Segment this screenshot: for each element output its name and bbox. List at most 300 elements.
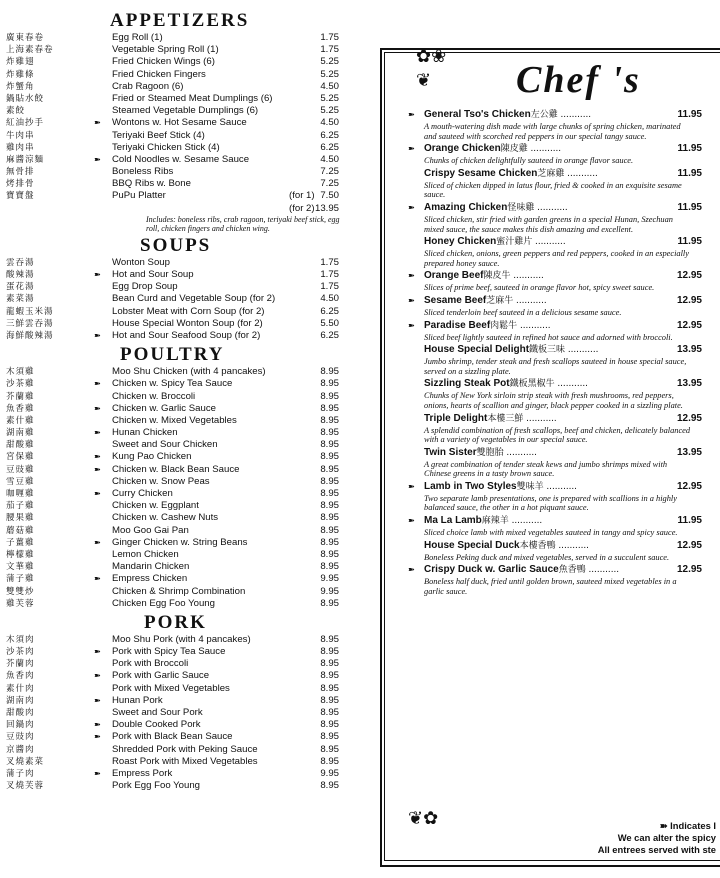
chef-dish-price: 11.95 (675, 142, 702, 156)
dish-price: 8.95 (320, 524, 339, 536)
chef-dish-description: Chunks of chicken delightfully sauteed in orange flavor sauce. (424, 156, 634, 166)
spicy-marker-icon: ➽ (94, 428, 101, 438)
menu-item-row (4, 203, 344, 215)
chef-dish-price: 12.95 (674, 269, 702, 283)
dish-name: Chicken w. Broccoli (112, 390, 196, 402)
chinese-name: 素餃 (6, 106, 26, 117)
spicy-marker-icon: ➽ (94, 118, 101, 128)
menu-item-row (4, 525, 344, 537)
dish-price: 1.75 (320, 281, 339, 293)
menu-item-row (4, 634, 344, 646)
leader-dots: ........... (554, 378, 588, 390)
menu-item-row (4, 451, 344, 463)
dish-name: BBQ Ribs w. Bone (112, 178, 191, 190)
chef-dish-description: Boneless Peking duck and mixed vegetables, served in a succulent sauce. (424, 552, 670, 562)
dish-name: Pork with Garlic Sauce (112, 670, 210, 682)
chef-dish-header (408, 563, 702, 577)
dish-name: Pork with Broccoli (112, 658, 189, 670)
chef-dish-title (424, 480, 577, 494)
dish-name: Chicken & Shrimp Combination (112, 585, 246, 597)
chef-dish (424, 446, 702, 479)
chinese-name: 雲吞湯 (6, 257, 35, 268)
chinese-name: 沙茶肉 (6, 647, 35, 658)
dish-price: 8.95 (320, 658, 339, 670)
menu-item-row (4, 190, 344, 202)
menu-item-row (4, 719, 344, 731)
dish-price: 8.95 (320, 500, 339, 512)
chinese-name: 豆豉雞 (6, 464, 35, 475)
chinese-name: 廣東春卷 (6, 33, 45, 43)
chinese-name: 麻醬涼麵 (6, 154, 45, 165)
menu-item-row (4, 695, 344, 707)
dish-name: Chicken w. Mixed Vegetables (112, 414, 237, 426)
chinese-name: 木須雞 (6, 367, 35, 378)
menu-item-row (4, 780, 344, 792)
chinese-name: 甜酸雞 (6, 440, 35, 451)
spicy-marker-icon: ➽ (94, 464, 101, 474)
chinese-name: 蒲子雞 (6, 574, 35, 585)
chinese-name: 湖南雞 (6, 428, 35, 439)
flower-ornament-icon: ❦ (416, 70, 432, 90)
chef-dish-chinese-name: 肉鬆牛 (490, 320, 518, 331)
chinese-name: 魚香肉 (6, 671, 35, 682)
chef-dish-title (424, 343, 598, 357)
spicy-marker-icon: ➽ (94, 695, 101, 705)
dish-name: Pork with Mixed Vegetables (112, 682, 230, 694)
dish-price: 5.25 (320, 105, 339, 117)
chef-dish-name: Sizzling Steak Pot (424, 378, 510, 390)
chef-dish-header (424, 343, 702, 357)
dish-price: 6.25 (320, 141, 339, 153)
dish-price: 7.25 (320, 178, 339, 190)
chinese-name: 腰果雞 (6, 513, 35, 524)
chef-dish-price: 12.95 (674, 563, 702, 577)
chef-dish-name: Ma La Lamb (424, 515, 482, 527)
chinese-name: 炸雞翅 (6, 57, 35, 68)
chef-dish-title (424, 563, 619, 577)
dish-name: Chicken w. Eggplant (112, 500, 199, 512)
dish-name: Bean Curd and Vegetable Soup (for 2) (112, 293, 276, 305)
chinese-name: 咖喱雞 (6, 489, 35, 499)
chinese-name: 子薑雞 (6, 537, 35, 548)
spicy-marker-icon: ➽ (94, 330, 101, 340)
menu-item-row (4, 756, 344, 768)
menu-item-row (4, 537, 344, 549)
dish-price: 8.95 (320, 536, 339, 548)
dish-price: 8.95 (320, 427, 339, 439)
pork-list (4, 634, 344, 792)
dish-price: 1.75 (320, 269, 339, 280)
chinese-name: 雞芙蓉 (6, 598, 35, 609)
footer-line-3: All entrees served with ste (597, 844, 716, 855)
chef-dish-chinese-name: 麻辣羊 (481, 516, 509, 527)
dish-name: Roast Pork with Mixed Vegetables (112, 755, 258, 767)
dish-name: Lemon Chicken (112, 548, 179, 560)
panel-footer (560, 820, 716, 856)
chef-dish (408, 269, 702, 293)
soups-title: SOUPS (140, 234, 212, 256)
spicy-marker-icon: ➽ (94, 489, 101, 498)
chinese-name: 雪豆雞 (6, 476, 35, 487)
footer-line-2: We can alter the spicy (617, 832, 716, 843)
menu-item-row (4, 154, 344, 166)
menu-item-row (4, 488, 344, 500)
soups-list (4, 257, 344, 342)
dish-price: 8.95 (320, 707, 339, 718)
menu-item-row (4, 69, 344, 81)
chef-dish (424, 539, 702, 563)
chef-dish-header (408, 269, 702, 283)
dish-price: 5.50 (320, 317, 339, 329)
spicy-marker-icon: ➽ (408, 110, 415, 119)
chef-dish-description: Jumbo shrimp, tender steak and fresh scallops sauteed in house special sauce, served on a sizzling plate. (424, 357, 687, 376)
chinese-name: 豆豉肉 (6, 732, 35, 743)
spicy-marker-icon: ➽ (408, 320, 415, 330)
chinese-name: 蒲子肉 (6, 768, 35, 779)
chinese-name: 蛋花湯 (6, 282, 35, 293)
menu-item-row (4, 130, 344, 142)
chinese-name: 湖南肉 (6, 695, 35, 706)
chef-dish-name: Orange Chicken (424, 143, 501, 155)
chef-dish-price: 12.95 (674, 480, 702, 494)
spicy-marker-icon: ➽ (94, 270, 101, 279)
chef-dish-description: Sliced beef lightly sauteed in refined hot sauce and adorned with broccoli. (424, 332, 673, 342)
dish-name: Chicken w. Snow Peas (112, 475, 210, 487)
menu-item-row (4, 731, 344, 743)
chinese-name: 三鮮雲吞湯 (6, 318, 54, 329)
chef-dish-name: House Special Duck (424, 539, 520, 551)
poultry-title: POULTRY (120, 344, 225, 366)
spicy-marker-icon: ➽ (94, 647, 101, 657)
chef-dish (424, 377, 702, 410)
menu-item-row (4, 306, 344, 318)
chinese-name: 海鮮酸辣湯 (6, 330, 54, 341)
chinese-name: 回鍋肉 (6, 720, 35, 731)
menu-item-row (4, 670, 344, 682)
chef-dish-header (424, 446, 702, 460)
menu-item-row (4, 707, 344, 719)
dish-price: 13.95 (314, 202, 339, 214)
menu-item-row (4, 293, 344, 305)
chinese-name: 素什肉 (6, 683, 35, 694)
menu-item-row (4, 32, 344, 44)
menu-item-row (4, 166, 344, 178)
chinese-name: 茄子雞 (6, 501, 35, 512)
chef-dish-title (424, 167, 598, 181)
chef-dish-price: 12.95 (674, 539, 702, 553)
leader-dots: ........... (503, 446, 537, 458)
dish-name: Kung Pao Chicken (112, 451, 192, 463)
dish-name: Curry Chicken (112, 488, 173, 499)
chef-dish-price: 13.95 (674, 343, 702, 357)
dish-name: Moo Shu Chicken (with 4 pancakes) (112, 366, 266, 378)
flower-ornament-icon: ✿❀ (416, 46, 447, 66)
chef-dish-title (424, 269, 544, 283)
chinese-name: 寶寶盤 (6, 191, 35, 202)
pupu-platter-note: Includes: boneless ribs, crab ragoon, teriyaki beef stick, egg roll, chicken fingers and chicken wing. (146, 214, 340, 233)
menu-item-row (4, 56, 344, 68)
dish-price: 8.95 (320, 378, 339, 390)
dish-name: Hot and Sour Soup (112, 269, 194, 280)
dish-name: Crab Ragoon (6) (112, 80, 184, 92)
leader-dots: ........... (565, 344, 599, 356)
chef-dish-price: 12.95 (674, 319, 702, 333)
menu-item-row (4, 427, 344, 439)
chinese-name: 魚香雞 (6, 403, 35, 414)
dish-name: Hunan Pork (112, 694, 163, 706)
menu-item-row (4, 378, 344, 390)
chef-dish (408, 294, 702, 318)
appetizers-title: APPETIZERS (110, 10, 250, 31)
menu-item-row (4, 573, 344, 585)
dish-price: 6.25 (320, 129, 339, 141)
chef-dish-title (424, 108, 591, 122)
chef-dish-description: Sliced of chicken dipped in latus flour, fried & cooked in an exquisite sesame sauce. (424, 180, 682, 200)
flower-ornament-icon: ❦✿ (408, 808, 439, 828)
chef-dish-description: Sliced chicken, onions, green peppers and red peppers, cooked in an especially prepared honey sauce. (424, 249, 689, 268)
chef-dish (408, 108, 702, 141)
chef-dish-title (424, 142, 561, 156)
left-menu-column (4, 10, 344, 876)
dish-name: Mandarin Chicken (112, 561, 190, 573)
dish-price: 1.75 (320, 44, 339, 56)
chinese-name: 素什雞 (6, 415, 35, 426)
chef-dish-title (424, 319, 551, 333)
dish-price: 5.25 (320, 68, 339, 80)
chinese-name: 叉燒素菜 (6, 756, 45, 767)
chef-dish-title (424, 294, 547, 308)
dish-name: Pork Egg Foo Young (112, 780, 201, 792)
portion-label: (for 1) (289, 190, 315, 202)
leader-dots: ........... (532, 236, 566, 248)
chef-dish-name: Twin Sister (424, 446, 477, 458)
chef-dish-description: Chunks of New York sirloin strip steak with fresh mushrooms, red peppers, onions, hearts of scallion and ginger, black pepper cooked in a sizzling plate. (424, 391, 683, 410)
chefs-title: Chef 's (516, 59, 641, 101)
spicy-marker-icon: ➽ (94, 720, 101, 730)
dish-price: 8.95 (320, 561, 339, 573)
dish-price: 8.95 (320, 743, 339, 755)
chinese-name: 雙雙炒 (6, 586, 35, 597)
chef-dish-name: Orange Beef (424, 270, 484, 282)
chef-dishes-list (408, 108, 702, 597)
chef-dish-name: Sesame Beef (424, 294, 487, 306)
footer-line-1: ➽ Indicates I (659, 820, 716, 831)
spicy-marker-icon: ➽ (94, 671, 101, 681)
dish-name: PuPu Platter (112, 190, 166, 202)
menu-item-row (4, 683, 344, 695)
chef-dish-header (408, 142, 702, 156)
chef-dish-header (424, 167, 702, 181)
dish-price: 8.95 (320, 512, 339, 524)
menu-item-row (4, 415, 344, 427)
chinese-name: 木須肉 (6, 634, 35, 645)
menu-item-row (4, 366, 344, 378)
chinese-name: 雞肉串 (6, 142, 35, 153)
dish-price: 8.95 (320, 719, 339, 731)
leader-dots: ........... (527, 143, 562, 155)
chef-dish (408, 201, 702, 234)
dish-price: 4.50 (320, 117, 339, 129)
dish-price: 8.95 (320, 414, 339, 426)
spicy-marker-icon: ➽ (94, 732, 101, 742)
leader-dots: ........... (517, 319, 551, 331)
dish-price: 6.25 (320, 329, 339, 341)
spicy-marker-icon: ➽ (94, 537, 101, 547)
spicy-marker-icon: ➽ (408, 295, 415, 305)
dish-name: Egg Drop Soup (112, 281, 178, 293)
chef-dish-description: Sliced chicken, stir fried with garden greens in a special Hunan, Szechuan mixed sauce, the sauce makes this dish amazing and excellent. (424, 214, 673, 234)
dish-price: 8.95 (320, 402, 339, 414)
dish-price: 1.75 (320, 32, 339, 43)
chef-dish-header (408, 514, 702, 528)
menu-item-row (4, 178, 344, 190)
dish-price: 7.50 (320, 190, 339, 202)
menu-item-row (4, 117, 344, 129)
chef-dish-description: Slices of prime beef, sauteed in orange flavor hot, spicy sweet sauce. (424, 283, 655, 293)
spicy-marker-icon: ➽ (408, 144, 415, 154)
chef-dish (408, 319, 702, 343)
chef-dish-chinese-name: 怪味雞 (507, 202, 535, 213)
chef-dish-chinese-name: 本樓香鴨 (519, 540, 556, 551)
dish-name: Chicken w. Black Bean Sauce (112, 463, 240, 475)
dish-price: 9.95 (320, 585, 339, 597)
dish-price: 8.95 (320, 694, 339, 706)
menu-item-row (4, 512, 344, 524)
dish-name: Double Cooked Pork (112, 719, 201, 731)
chef-dish-name: Crispy Sesame Chicken (424, 167, 538, 179)
menu-item-row (4, 464, 344, 476)
chef-dish-name: Paradise Beef (424, 319, 491, 331)
dish-price: 8.95 (320, 670, 339, 682)
chef-dish-description: Two separate lamb presentations, one is prepared with scallions in a highly balanced sauce, the other in a hot piquant sauce. (424, 493, 677, 513)
chef-dish-price: 13.95 (674, 446, 702, 460)
appetizers-list (4, 32, 344, 215)
chinese-name: 烤排骨 (6, 179, 35, 190)
chef-dish-header (424, 377, 702, 391)
spicy-marker-icon: ➽ (408, 516, 415, 526)
chef-dish-chinese-name: 本樓三鮮 (487, 413, 524, 424)
spicy-marker-icon: ➽ (408, 202, 415, 212)
dish-price: 8.95 (320, 780, 339, 792)
menu-item-row (4, 93, 344, 105)
chinese-name: 文華雞 (6, 562, 35, 573)
dish-name: Teriyaki Beef Stick (4) (112, 129, 205, 141)
dish-name: Chicken w. Garlic Sauce (112, 402, 216, 414)
chef-dish-title (424, 201, 568, 215)
dish-name: Shredded Pork with Peking Sauce (112, 743, 258, 755)
chef-dish-name: Amazing Chicken (424, 201, 508, 213)
chef-dish-header (408, 319, 702, 333)
menu-item-row (4, 318, 344, 330)
dish-price: 8.95 (320, 451, 339, 463)
chef-dish-price: 11.95 (675, 167, 702, 181)
dish-name: Chicken w. Cashew Nuts (112, 512, 219, 524)
chinese-name: 無骨排 (6, 167, 35, 178)
chef-dish-chinese-name: 蜜汁雞片 (496, 237, 533, 248)
dish-name: Pork with Black Bean Sauce (112, 731, 233, 743)
dish-name: Pork with Spicy Tea Sauce (112, 646, 226, 658)
chinese-name: 蘑菇雞 (6, 525, 35, 536)
dish-price: 8.95 (320, 463, 339, 475)
dish-price: 4.50 (320, 153, 339, 165)
chef-dish-name: Honey Chicken (424, 236, 497, 248)
chinese-name: 甜酸肉 (6, 708, 35, 718)
chef-dish-header (424, 235, 702, 249)
dish-name: Hunan Chicken (112, 427, 178, 439)
dish-name: Sweet and Sour Chicken (112, 439, 218, 451)
dish-name: Lobster Meat with Corn Soup (for 2) (112, 305, 265, 317)
leader-dots: ........... (543, 480, 577, 492)
menu-item-row (4, 44, 344, 56)
dish-price: 5.25 (320, 92, 339, 104)
spicy-marker-icon: ➽ (94, 403, 101, 413)
leader-dots: ........... (523, 412, 557, 424)
menu-item-row (4, 658, 344, 670)
dish-price: 8.95 (320, 731, 339, 743)
spicy-marker-icon: ➽ (94, 768, 101, 778)
chef-dish-description: A great combination of tender steak kews and jumbo shrimps mixed with Chinese greens in a tasty brown sauce. (424, 459, 668, 479)
chef-dish-price: 12.95 (674, 412, 702, 426)
chef-dish-chinese-name: 芝麻雞 (537, 168, 565, 179)
spicy-marker-icon: ➽ (94, 574, 101, 584)
chinese-name: 沙茶雞 (6, 379, 35, 390)
chef-dish-header (408, 108, 702, 122)
chef-dish-price: 11.95 (675, 235, 702, 249)
chef-dish-chinese-name: 鐵板黑椒牛 (509, 379, 555, 390)
chef-dish-chinese-name: 左公雞 (530, 110, 558, 120)
menu-item-row (4, 646, 344, 658)
leader-dots: ........... (564, 167, 598, 179)
dish-name: Chicken w. Spicy Tea Sauce (112, 378, 233, 390)
leader-dots: ........... (534, 201, 568, 213)
dish-name: Cold Noodles w. Sesame Sauce (112, 153, 250, 165)
chinese-name: 鍋貼水餃 (6, 93, 45, 104)
dish-price: 8.95 (320, 439, 339, 451)
dish-name: Vegetable Spring Roll (1) (112, 44, 219, 56)
chef-dish-chinese-name: 陳皮牛 (483, 271, 511, 282)
chinese-name: 炸蟹角 (6, 81, 35, 92)
dish-name: Teriyaki Chicken Stick (4) (112, 141, 220, 153)
menu-item-row (4, 330, 344, 342)
menu-item-row (4, 403, 344, 415)
dish-name: Chicken Egg Foo Young (112, 597, 215, 609)
chef-dish-header (408, 201, 702, 215)
chef-dish-price: 11.95 (675, 201, 702, 215)
chef-dish-name: Lamb in Two Styles (424, 480, 517, 492)
dish-name: Fried Chicken Fingers (112, 68, 206, 80)
chef-dish-chinese-name: 陳皮雞 (500, 144, 528, 155)
dish-price: 8.95 (320, 633, 339, 645)
chinese-name: 芥蘭雞 (6, 391, 35, 402)
chinese-name: 素菜湯 (6, 294, 35, 305)
chef-dish-price: 12.95 (674, 294, 702, 308)
dish-name: Sweet and Sour Pork (112, 707, 203, 718)
chef-dish-description: Boneless half duck, fried until golden brown, sauteed mixed vegetables in a garlic sauce. (424, 577, 677, 596)
dish-name: Ginger Chicken w. String Beans (112, 536, 248, 548)
dish-name: Fried or Steamed Meat Dumplings (6) (112, 92, 273, 104)
dish-price: 4.50 (320, 293, 339, 305)
chef-dish-title (424, 235, 566, 249)
chef-dish-description: A mouth-watering dish made with large chunks of spring chicken, marinated and sauteed with scorched red peppers in our special tangy sauce. (424, 122, 681, 141)
chef-dish-name: House Special Delight (424, 344, 530, 356)
dish-price: 9.95 (320, 573, 339, 585)
dish-name: Fried Chicken Wings (6) (112, 56, 215, 68)
menu-item-row (4, 744, 344, 756)
menu-item-row (4, 269, 344, 281)
leader-dots: ........... (508, 515, 543, 527)
chef-dish-price: 11.95 (675, 514, 702, 528)
chef-dish-name: General Tso's Chicken (424, 109, 531, 120)
